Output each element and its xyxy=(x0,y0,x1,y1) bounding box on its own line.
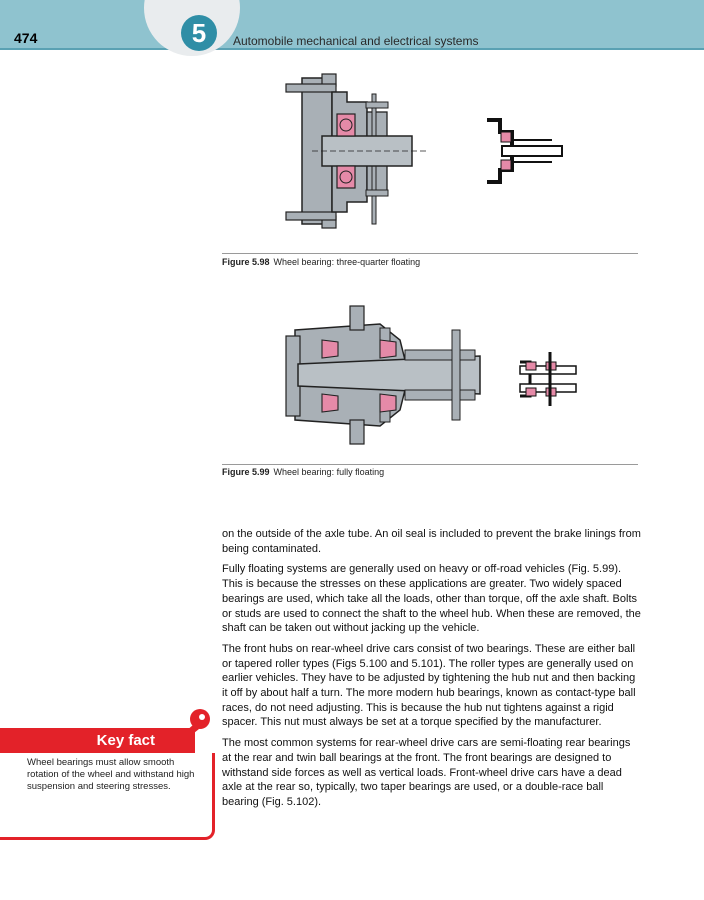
caption-rule xyxy=(222,464,638,465)
figure-5-99-illustration xyxy=(280,300,580,450)
key-fact-box xyxy=(0,707,215,845)
chapter-number-badge: 5 xyxy=(181,15,217,51)
running-title: Automobile mechanical and electrical systems xyxy=(233,34,479,48)
figure-5-98-caption xyxy=(222,257,420,267)
paragraph: on the outside of the axle tube. An oil seal is included to prevent the brake linings from being contaminated. xyxy=(222,528,641,555)
paragraph: The front hubs on rear-wheel drive cars consist of two bearings. These are either ball or tapered roller types (Figs 5.100 and 5.101). The roller types are generally used on earlier vehicles. They have to be adjusted by tightening the hub nut and then backing it off by about half a turn. The more modern hub bearings, known as contact-type ball races, do not need adjusting. This is because the hub nut tightens against a rigid spacer. This nut must always be set at a torque specified by the manufacturer. xyxy=(222,642,636,729)
header-rule xyxy=(0,48,704,50)
page-number: 474 xyxy=(14,30,38,46)
figure-caption-text: Wheel bearing: fully floating xyxy=(273,467,385,477)
figure-5-98-illustration xyxy=(282,72,582,247)
caption-rule xyxy=(222,253,638,254)
paragraph: The most common systems for rear-wheel drive cars are semi-floating rear bearings at the rear and twin ball bearings at the front. The front bearings are designed to withstand side forces as well as vertical loads. Front-wheel drive cars have a dead axle at the rear so, typically, two taper bearings are used, or a double-race ball bearing (Fig. 5.102). xyxy=(222,737,631,808)
figure-label: Figure 5.98 xyxy=(222,257,270,267)
key-fact-label: Key fact xyxy=(96,732,155,749)
body-text xyxy=(222,527,642,816)
figure-label: Figure 5.99 xyxy=(222,467,270,477)
figure-caption-text: Wheel bearing: three-quarter floating xyxy=(273,257,421,267)
figure-5-99-caption xyxy=(222,467,384,477)
key-fact-text: Wheel bearings must allow smooth rotation of the wheel and withstand high suspension and steering stresses. xyxy=(27,757,195,792)
paragraph: Fully floating systems are generally used on heavy or off-road vehicles (Fig. 5.99). This is because the stresses on these applications are greater. Two widely spaced bearings are used, which take all the loads, other than torque, off the axle shaft. Bolts or studs are used to connect the shaft to the wheel hub. When these are removed, the shaft can be taken out without jacking up the vehicle. xyxy=(222,563,641,635)
